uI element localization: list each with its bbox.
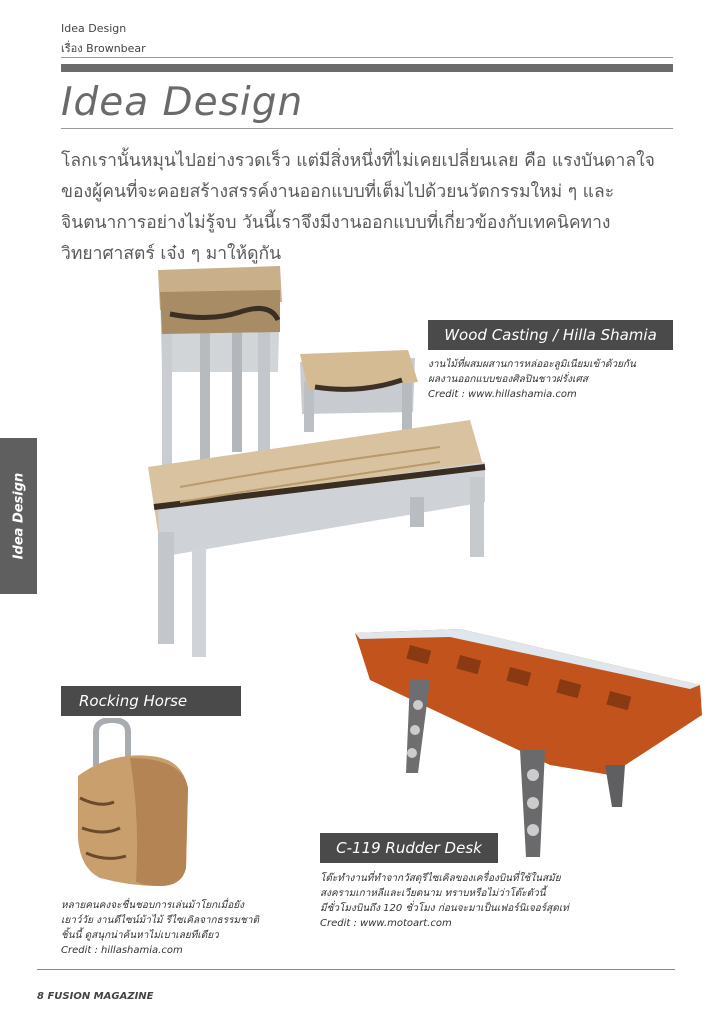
caption-credit: Credit : hillashamia.com xyxy=(61,945,183,956)
magazine-name: FUSION MAGAZINE xyxy=(47,991,154,1002)
feature-label-rudder-desk: C-119 Rudder Desk xyxy=(320,833,498,863)
caption-line: ผลงานออกแบบของศิลปินชาวฝรั่งเศส xyxy=(428,374,588,385)
feature-caption-rocking-horse xyxy=(61,898,281,958)
caption-line: ชิ้นนี้ ดูสนุกน่าค้นหาไม่เบาเลยทีเดียว xyxy=(61,930,219,941)
page-number: 8 xyxy=(37,991,44,1002)
page-title: Idea Design xyxy=(61,80,304,125)
title-divider xyxy=(61,128,673,129)
caption-line: มีชั่วโมงบินถึง 120 ชั่วโมง ก่อนจะมาเป็นเฟอร์นิเจอร์สุดเท่ xyxy=(320,903,569,914)
feature-caption-rudder-desk xyxy=(320,871,620,931)
caption-credit: Credit : www.motoart.com xyxy=(320,918,452,929)
caption-line: โต๊ะทำงานที่ทำจากวัสดุรีไซเคิลของเครื่องบินที่ใช้ในสมัย xyxy=(320,873,561,884)
feature-label-wood-casting: Wood Casting / Hilla Shamia xyxy=(428,320,673,350)
header-bar xyxy=(61,64,673,72)
intro-paragraph: โลกเรานั้นหมุนไปอย่างรวดเร็ว แต่มีสิ่งหนึ่งที่ไม่เคยเปลี่ยนเลย คือ แรงบันดาลใจของผู้คนที่จะคอยสร้างสรรค์งานออกแบบที่เต็มไปด้วยนวัตกรรมใหม่ ๆ และจินตนาการอย่างไม่รู้จบ วันนี้เราจึงมีงานออกแบบที่เกี่ยวข้องกับเทคนิคทางวิทยาศาสตร์ เจ๋ง ๆ มาให้ดูกัน xyxy=(61,151,655,264)
footer-divider xyxy=(37,969,675,970)
feature-caption-wood-casting xyxy=(428,357,678,402)
page-footer xyxy=(37,991,154,1002)
feature-label-rocking-horse: Rocking Horse xyxy=(61,686,241,716)
caption-line: งานไม้ที่ผสมผสานการหล่ออะลูมิเนียมเข้าด้วยกัน xyxy=(428,359,636,370)
header-divider xyxy=(61,57,673,58)
caption-line: เยาว์วัย งานดีไซน์ม้าไม้ รีไซเคิลจากธรรมชาติ xyxy=(61,915,259,926)
rudder-desk-image xyxy=(350,625,706,860)
caption-credit: Credit : www.hillashamia.com xyxy=(428,389,577,400)
article-subject: เรื่อง Brownbear xyxy=(61,42,146,55)
side-section-tab xyxy=(0,438,37,594)
side-tab-label: Idea Design xyxy=(11,472,26,560)
rocking-horse-image xyxy=(70,718,200,893)
caption-line: หลายคนคงจะชื่นชอบการเล่นม้าโยกเมื่อยัง xyxy=(61,900,244,911)
section-name: Idea Design xyxy=(61,22,127,35)
caption-line: สงครามเกาหลีและเวียดนาม ทราบหรือไม่ว่าโต๊ะตัวนี้ xyxy=(320,888,546,899)
